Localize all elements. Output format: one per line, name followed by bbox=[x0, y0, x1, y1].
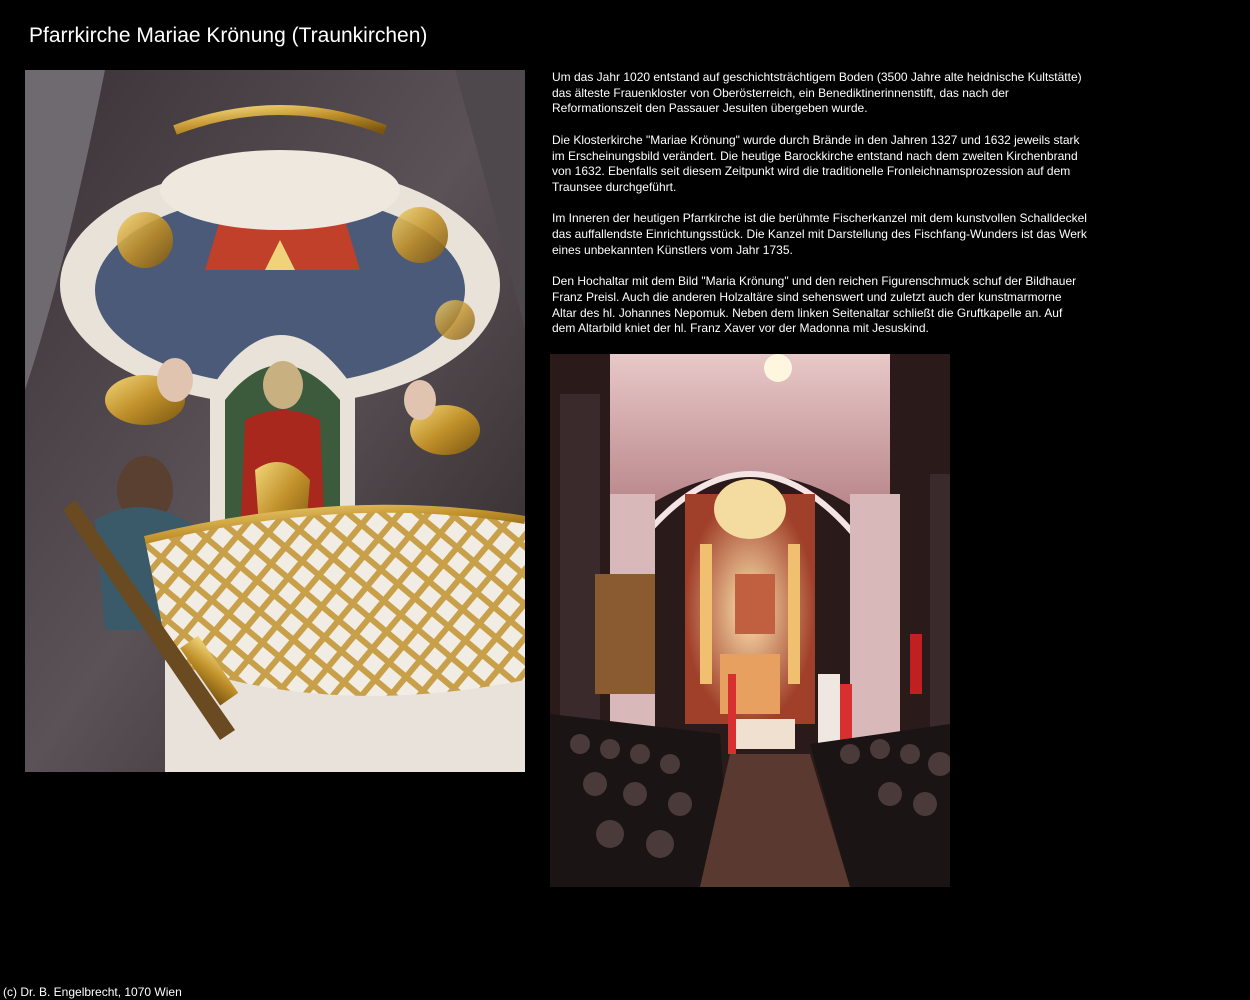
copyright-footer: (c) Dr. B. Engelbrecht, 1070 Wien bbox=[3, 985, 182, 999]
description-text bbox=[552, 70, 1088, 353]
paragraph-fires: Die Klosterkirche "Mariae Krönung" wurde durch Brände in den Jahren 1327 und 1632 jeweils stark im Erscheinungsbild verändert. Die heutige Barockkirche entstand nach dem zweiten Kirchenbrand von 1632. Ebenfalls seit diesem Zeitpunkt wird die traditionelle Fronleichnamsprozession auf dem Traunsee durchgeführt. bbox=[552, 132, 1080, 194]
paragraph-history: Um das Jahr 1020 entstand auf geschichtsträchtigem Boden (3500 Jahre alte heidnische Kultstätte) das älteste Frauenkloster von Oberösterreich, ein Benediktinerinnenstift, das nach der Reformationszeit den Passauer Jesuiten übergeben wurde. bbox=[552, 70, 1082, 116]
paragraph-pulpit: Im Inneren der heutigen Pfarrkirche ist die berühmte Fischerkanzel mit dem kunstvollen Schalldeckel das auffallendste Einrichtungsstück. Die Kanzel mit Darstellung des Fischfang-Wunders ist das Werk eines unbekannten Künstlers vom Jahr 1735. bbox=[552, 211, 1087, 257]
pulpit-photo bbox=[25, 70, 525, 772]
church-interior-photo bbox=[550, 354, 950, 887]
page-title: Pfarrkirche Mariae Krönung (Traunkirchen) bbox=[29, 24, 428, 47]
paragraph-altar: Den Hochaltar mit dem Bild "Maria Krönung" und den reichen Figurenschmuck schuf der Bildhauer Franz Preisl. Auch die anderen Holzaltäre sind sehenswert und zuletzt auch der kunstmarmorne Altar des hl. Johannes Nepomuk. Neben dem linken Seitenaltar schließt die Gruftkapelle an. Auf dem Altarbild kniet der hl. Franz Xaver vor der Madonna mit Jesuskind. bbox=[552, 274, 1077, 336]
